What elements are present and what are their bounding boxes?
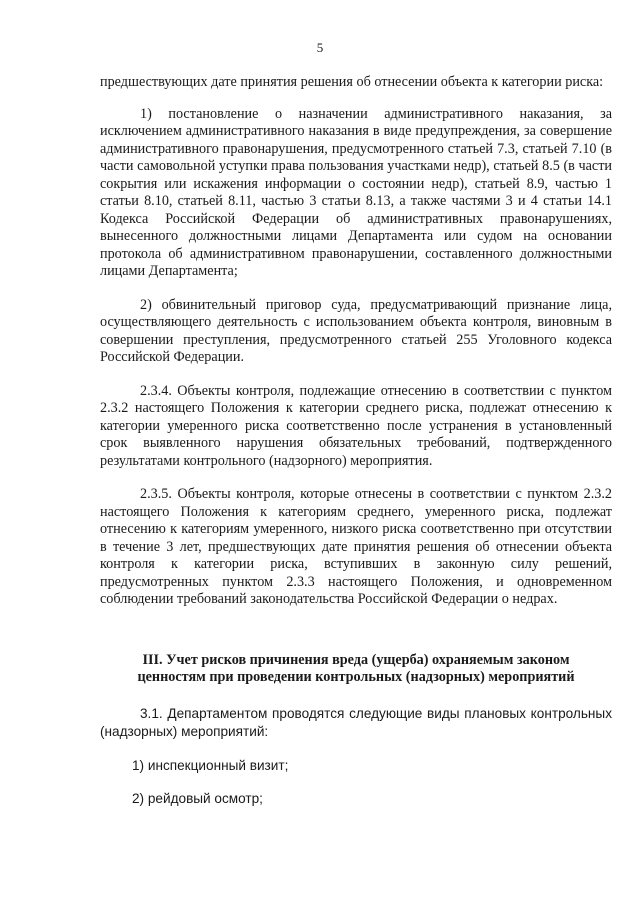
list-item: 2) рейдовый осмотр; bbox=[132, 791, 263, 806]
paragraph-clause-2-3-4: 2.3.4. Объекты контроля, подлежащие отнесению в соответствии с пунктом 2.3.2 настоящего Положения к категории среднего риска, подлежат отнесению к категории умеренного риска соответственно после устранения в установленный срок выявленного нарушения обязательных требований, подтвержденного результатами контрольного (надзорного) мероприятия. bbox=[100, 382, 612, 469]
page-number: 5 bbox=[316, 40, 324, 55]
paragraph-clause-3-1: 3.1. Департаментом проводятся следующие виды плановых контрольных (надзорных) мероприятий: bbox=[100, 705, 612, 739]
paragraph-continuation: предшествующих дате принятия решения об отнесении объекта к категории риска: bbox=[100, 74, 604, 90]
paragraph-item-1: 1) постановление о назначении административного наказания, за исключением административного наказания в виде предупреждения, за совершение административного правонарушения, предусмотренного статьей 7.3, статьей 7.10 (в части самовольной уступки права пользования участками недр), статьей 8.5 (в части сокрытия или искажения информации о состоянии недр), статьей 8.9, частью 1 статьи 8.10, статьей 8.11, частью 3 статьи 8.13, а также частями 3 и 4 статьи 14.1 Кодекса Российской Федерации об административных правонарушениях, вынесенного должностными лицами Департамента или судом на основании протокола об административном правонарушении, составленного должностными лицами Департамента; bbox=[100, 105, 612, 279]
paragraph-clause-2-3-5: 2.3.5. Объекты контроля, которые отнесены в соответствии с пунктом 2.3.2 настоящего Положения к категориям среднего, умеренного риска, подлежат отнесению к категориям умеренного, низкого риска соответственно при отсутствии в течение 3 лет, предшествующих дате принятия решения об отнесении объекта контроля к категории риска, вступивших в законную силу решений, предусмотренных пунктом 2.3.3 настоящего Положения, и одновременном соблюдении требований законодательства Российской Федерации о недрах. bbox=[100, 486, 612, 607]
paragraph-item-2: 2) обвинительный приговор суда, предусматривающий признание лица, осуществляющего деятельность с использованием объекта контроля, виновным в совершении преступления, предусмотренного статьей 255 Уголовного кодекса Российской Федерации. bbox=[100, 296, 612, 365]
document-body bbox=[100, 74, 612, 808]
list-item: 1) инспекционный визит; bbox=[132, 757, 289, 773]
section-heading: III. Учет рисков причинения вреда (ущерба) охраняемым законом ценностям при проведении контрольных (надзорных) мероприятий bbox=[137, 651, 575, 685]
